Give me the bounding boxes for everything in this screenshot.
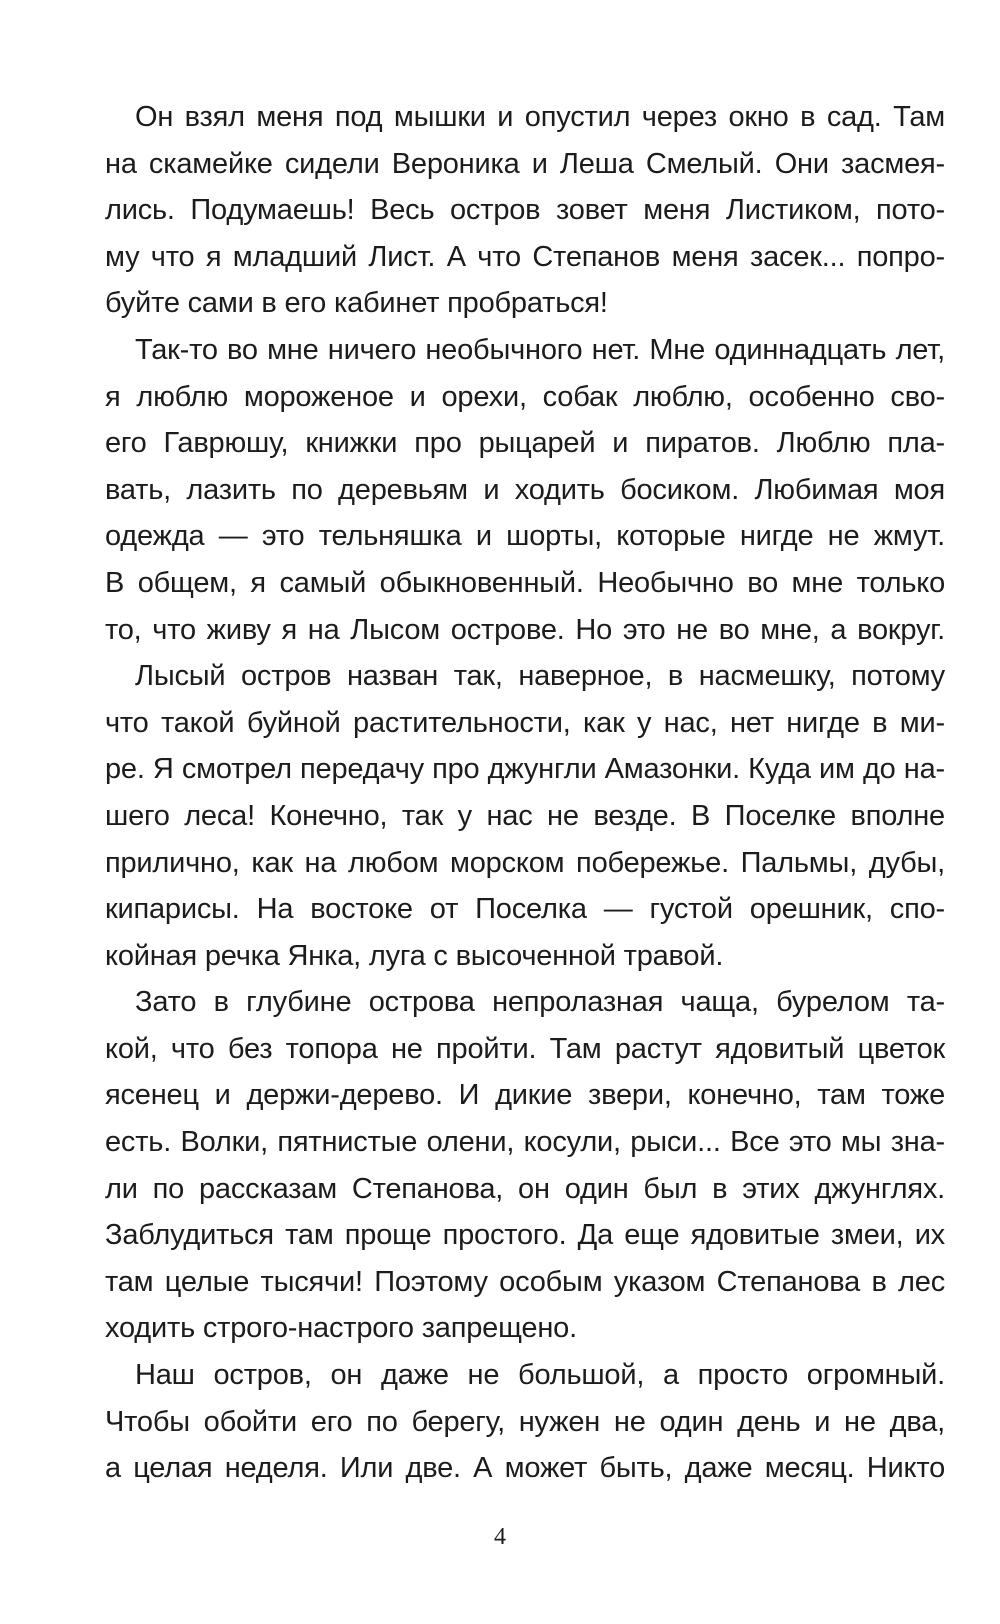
text-line: Наш остров, он даже не большой, а просто огромный. — [135, 1359, 945, 1392]
text-line: му что я младший Лист. А что Степанов меня засек... попро- — [105, 240, 945, 273]
text-line: то, что живу я на Лысом острове. Но это не во мне, а вокруг. — [105, 613, 945, 646]
text-line: В общем, я самый обыкновенный. Необычно во мне только — [105, 566, 945, 599]
paragraph-5 — [105, 1352, 945, 1492]
paragraph-4 — [105, 979, 945, 1352]
text-line: буйте сами в его кабинет пробраться! — [105, 287, 608, 320]
text-line: а целая неделя. Или две. А может быть, даже месяц. Никто — [105, 1452, 945, 1485]
text-line: Зато в глубине острова непролазная чаща, бурелом та- — [135, 986, 945, 1019]
paragraph-3 — [105, 653, 945, 979]
text-line: кой, что без топора не пройти. Там растут ядовитый цветок — [105, 1032, 945, 1065]
text-line: ли по рассказам Степанова, он один был в этих джунглях. — [105, 1172, 945, 1205]
text-line: на скамейке сидели Вероника и Леша Смелый. Они засмея- — [105, 147, 945, 180]
text-line: лись. Подумаешь! Весь остров зовет меня Листиком, пото- — [105, 194, 945, 227]
text-line: кипарисы. На востоке от Поселка — густой орешник, спо- — [105, 893, 945, 926]
text-line: ре. Я смотрел передачу про джунгли Амазонки. Куда им до на- — [105, 753, 945, 786]
text-line: я люблю мороженое и орехи, собак люблю, особенно сво- — [105, 380, 945, 413]
text-line: там целые тысячи! Поэтому особым указом Степанова в лес — [105, 1265, 945, 1298]
text-line: ходить строго-настрого запрещено. — [105, 1312, 577, 1345]
text-line: Чтобы обойти его по берегу, нужен не один день и не два, — [105, 1405, 945, 1438]
text-line: прилично, как на любом морском побережье. Пальмы, дубы, — [105, 846, 945, 879]
text-line: Лысый остров назван так, наверное, в насмешку, потому — [135, 660, 945, 693]
text-line: что такой буйной растительности, как у нас, нет нигде в ми- — [105, 706, 945, 739]
text-line: есть. Волки, пятнистые олени, косули, рыси... Все это мы зна- — [105, 1126, 945, 1159]
page-number: 4 — [494, 1524, 506, 1550]
text-line: Так-то во мне ничего необычного нет. Мне одиннадцать лет, — [135, 333, 945, 366]
text-line: Он взял меня под мышки и опустил через окно в сад. Там — [135, 101, 945, 133]
text-line: его Гаврюшу, книжки про рыцарей и пиратов. Люблю пла- — [105, 427, 945, 460]
paragraph-2 — [105, 327, 945, 653]
paragraph-1 — [105, 94, 945, 327]
text-line: одежда — это тельняшка и шорты, которые нигде не жмут. — [105, 520, 945, 553]
text-line: ясенец и держи-дерево. И дикие звери, конечно, там тоже — [105, 1079, 945, 1112]
body-text — [105, 94, 945, 1492]
text-line: койная речка Янка, луга с высоченной травой. — [105, 939, 724, 972]
text-line: Заблудиться там проще простого. Да еще ядовитые змеи, их — [105, 1219, 945, 1252]
text-line: шего леса! Конечно, так у нас не везде. В Поселке вполне — [105, 799, 945, 832]
text-line: вать, лазить по деревьям и ходить босиком. Любимая моя — [105, 473, 945, 506]
